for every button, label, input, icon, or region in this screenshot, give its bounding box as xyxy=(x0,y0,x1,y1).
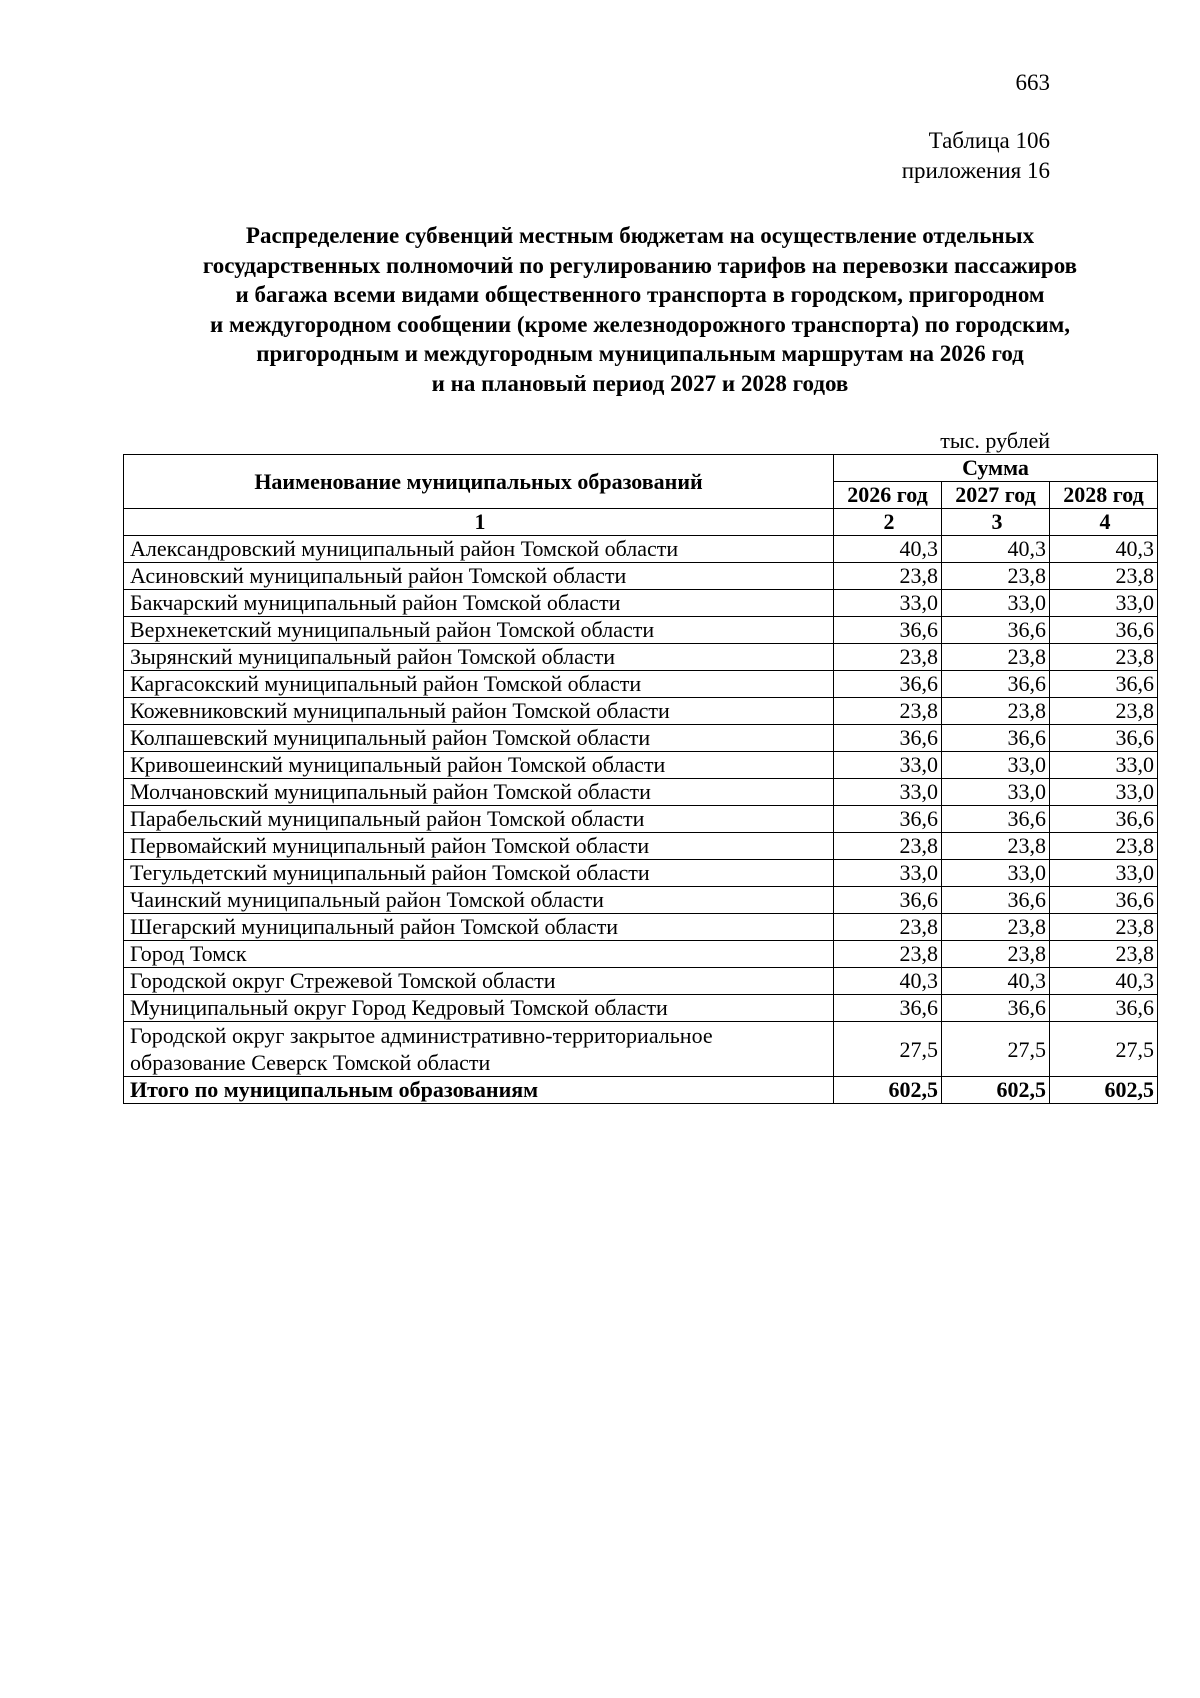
table-row xyxy=(124,671,1158,698)
table-row xyxy=(124,617,1158,644)
document-title xyxy=(120,221,1160,398)
header-year-2026: 2026 год xyxy=(834,482,942,509)
municipality-name-line: образование Северск Томской области xyxy=(130,1050,491,1075)
column-number-row xyxy=(124,509,1158,536)
amount-cell: 33,0 xyxy=(942,752,1050,779)
municipality-name: Александровский муниципальный район Томской области xyxy=(124,536,834,563)
municipality-name: Первомайский муниципальный район Томской области xyxy=(124,833,834,860)
amount-cell: 33,0 xyxy=(1050,779,1158,806)
amount-cell: 27,5 xyxy=(942,1022,1050,1077)
table-row xyxy=(124,590,1158,617)
municipality-name: Город Томск xyxy=(124,941,834,968)
amount-cell: 23,8 xyxy=(834,644,942,671)
amount-cell: 36,6 xyxy=(942,617,1050,644)
units-label: тыс. рублей xyxy=(940,428,1050,453)
amount-cell: 40,3 xyxy=(942,536,1050,563)
title-line: государственных полномочий по регулированию тарифов на перевозки пассажиров xyxy=(202,252,1078,278)
amount-cell: 33,0 xyxy=(834,752,942,779)
header-year-2028: 2028 год xyxy=(1050,482,1158,509)
amount-cell: 33,0 xyxy=(942,860,1050,887)
amount-cell: 36,6 xyxy=(1050,806,1158,833)
amount-cell: 23,8 xyxy=(1050,833,1158,860)
table-row xyxy=(124,725,1158,752)
table-row xyxy=(124,698,1158,725)
amount-cell: 36,6 xyxy=(834,995,942,1022)
total-amount-cell: 602,5 xyxy=(1050,1077,1158,1104)
table-row xyxy=(124,860,1158,887)
municipality-name: Муниципальный округ Город Кедровый Томской области xyxy=(124,995,834,1022)
municipality-name xyxy=(124,1022,834,1077)
amount-cell: 40,3 xyxy=(1050,536,1158,563)
page-number: 663 xyxy=(1015,70,1050,95)
table-reference xyxy=(902,126,1050,186)
amount-cell: 36,6 xyxy=(834,617,942,644)
amount-cell: 27,5 xyxy=(1050,1022,1158,1077)
table-row xyxy=(124,806,1158,833)
table-row xyxy=(124,563,1158,590)
amount-cell: 40,3 xyxy=(834,536,942,563)
amount-cell: 36,6 xyxy=(834,887,942,914)
table-row xyxy=(124,779,1158,806)
municipality-name: Тегульдетский муниципальный район Томской области xyxy=(124,860,834,887)
amount-cell: 23,8 xyxy=(942,941,1050,968)
municipality-name: Молчановский муниципальный район Томской области xyxy=(124,779,834,806)
amount-cell: 33,0 xyxy=(1050,752,1158,779)
amount-cell: 40,3 xyxy=(1050,968,1158,995)
amount-cell: 23,8 xyxy=(1050,941,1158,968)
amount-cell: 23,8 xyxy=(942,833,1050,860)
table-row xyxy=(124,941,1158,968)
column-number: 4 xyxy=(1050,509,1158,536)
table-row xyxy=(124,968,1158,995)
table-ref-line-1: Таблица 106 xyxy=(928,128,1050,153)
total-label: Итого по муниципальным образованиям xyxy=(124,1077,834,1104)
amount-cell: 36,6 xyxy=(834,806,942,833)
municipality-name-line: Городской округ закрытое административно-территориальное xyxy=(130,1023,713,1048)
amount-cell: 36,6 xyxy=(1050,617,1158,644)
amount-cell: 36,6 xyxy=(1050,887,1158,914)
amount-cell: 23,8 xyxy=(1050,644,1158,671)
amount-cell: 23,8 xyxy=(1050,698,1158,725)
amount-cell: 40,3 xyxy=(834,968,942,995)
municipality-name: Каргасокский муниципальный район Томской области xyxy=(124,671,834,698)
municipality-name: Зырянский муниципальный район Томской области xyxy=(124,644,834,671)
amount-cell: 27,5 xyxy=(834,1022,942,1077)
amount-cell: 33,0 xyxy=(942,779,1050,806)
total-amount-cell: 602,5 xyxy=(942,1077,1050,1104)
amount-cell: 23,8 xyxy=(942,914,1050,941)
amount-cell: 23,8 xyxy=(834,563,942,590)
amount-cell: 36,6 xyxy=(942,806,1050,833)
header-row xyxy=(124,455,1158,482)
table-row xyxy=(124,833,1158,860)
amount-cell: 36,6 xyxy=(834,671,942,698)
amount-cell: 23,8 xyxy=(942,644,1050,671)
municipality-name: Колпашевский муниципальный район Томской области xyxy=(124,725,834,752)
amount-cell: 33,0 xyxy=(834,779,942,806)
amount-cell: 36,6 xyxy=(1050,995,1158,1022)
amount-cell: 36,6 xyxy=(1050,671,1158,698)
title-line: Распределение субвенций местным бюджетам на осуществление отдельных xyxy=(245,223,1035,248)
amount-cell: 36,6 xyxy=(1050,725,1158,752)
municipality-name: Верхнекетский муниципальный район Томской области xyxy=(124,617,834,644)
table-row xyxy=(124,644,1158,671)
table-row xyxy=(124,887,1158,914)
table-row xyxy=(124,536,1158,563)
amount-cell: 36,6 xyxy=(834,725,942,752)
column-number: 3 xyxy=(942,509,1050,536)
table-row xyxy=(124,1022,1158,1077)
municipality-name: Шегарский муниципальный район Томской области xyxy=(124,914,834,941)
header-sum-cell: Сумма xyxy=(834,455,1158,482)
municipality-name: Городской округ Стрежевой Томской области xyxy=(124,968,834,995)
amount-cell: 23,8 xyxy=(1050,914,1158,941)
amount-cell: 33,0 xyxy=(834,860,942,887)
amount-cell: 40,3 xyxy=(942,968,1050,995)
amount-cell: 33,0 xyxy=(942,590,1050,617)
municipality-name: Кривошеинский муниципальный район Томской области xyxy=(124,752,834,779)
title-line: и междугородном сообщении (кроме железнодорожного транспорта) по городским, xyxy=(209,311,1071,337)
title-line: пригородным и междугородным муниципальным маршрутам на 2026 год xyxy=(256,341,1024,366)
subvention-table xyxy=(123,454,1158,1104)
municipality-name: Бакчарский муниципальный район Томской области xyxy=(124,590,834,617)
municipality-name: Асиновский муниципальный район Томской области xyxy=(124,563,834,590)
header-year-2027: 2027 год xyxy=(942,482,1050,509)
column-number: 2 xyxy=(834,509,942,536)
amount-cell: 36,6 xyxy=(942,671,1050,698)
amount-cell: 33,0 xyxy=(834,590,942,617)
table-row xyxy=(124,752,1158,779)
amount-cell: 23,8 xyxy=(1050,563,1158,590)
amount-cell: 36,6 xyxy=(942,995,1050,1022)
total-row xyxy=(124,1077,1158,1104)
amount-cell: 33,0 xyxy=(1050,860,1158,887)
municipality-name: Чаинский муниципальный район Томской области xyxy=(124,887,834,914)
amount-cell: 23,8 xyxy=(834,698,942,725)
amount-cell: 23,8 xyxy=(834,941,942,968)
municipality-name: Кожевниковский муниципальный район Томской области xyxy=(124,698,834,725)
title-line: и на плановый период 2027 и 2028 годов xyxy=(431,370,849,396)
table-row xyxy=(124,914,1158,941)
total-amount-cell: 602,5 xyxy=(834,1077,942,1104)
table-ref-line-2: приложения 16 xyxy=(901,158,1050,183)
amount-cell: 36,6 xyxy=(942,887,1050,914)
amount-cell: 33,0 xyxy=(1050,590,1158,617)
municipality-name: Парабельский муниципальный район Томской области xyxy=(124,806,834,833)
amount-cell: 23,8 xyxy=(942,698,1050,725)
table-row xyxy=(124,995,1158,1022)
header-name-cell: Наименование муниципальных образований xyxy=(124,455,834,509)
column-number: 1 xyxy=(124,509,834,536)
title-line: и багажа всеми видами общественного транспорта в городском, пригородном xyxy=(235,282,1045,307)
amount-cell: 36,6 xyxy=(942,725,1050,752)
amount-cell: 23,8 xyxy=(834,833,942,860)
amount-cell: 23,8 xyxy=(834,914,942,941)
amount-cell: 23,8 xyxy=(942,563,1050,590)
